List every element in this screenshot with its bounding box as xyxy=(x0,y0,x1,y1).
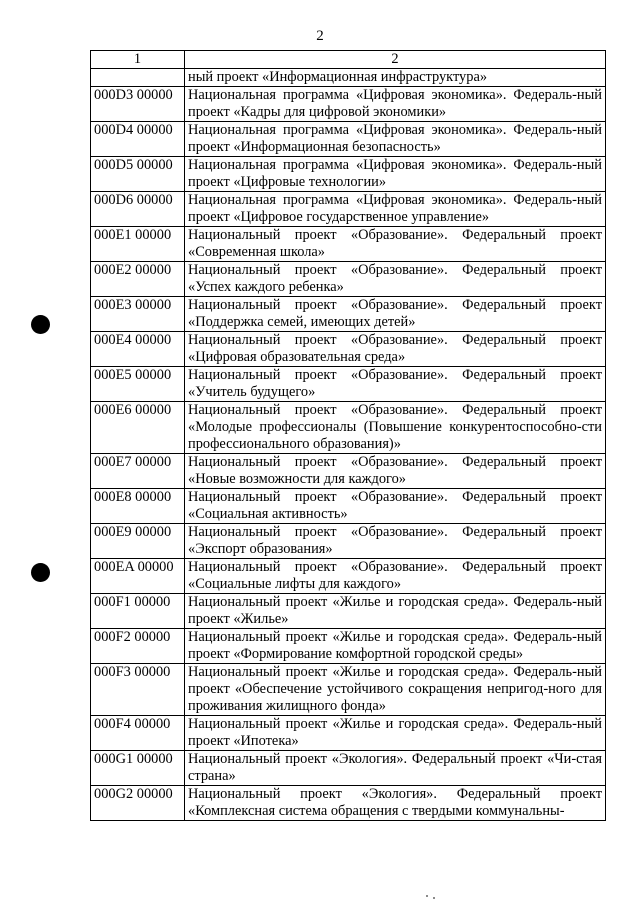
row-description: Национальный проект «Образование». Федеральный проект «Экспорт образования» xyxy=(185,524,606,559)
row-code: 000E1 00000 xyxy=(91,227,185,262)
table-row xyxy=(91,69,606,87)
table-row xyxy=(91,227,606,262)
row-code: 000EA 00000 xyxy=(91,559,185,594)
table-row xyxy=(91,402,606,454)
row-code: 000D3 00000 xyxy=(91,87,185,122)
table-row xyxy=(91,157,606,192)
row-code: 000E5 00000 xyxy=(91,367,185,402)
row-description: Национальный проект «Образование». Федеральный проект «Социальные лифты для каждого» xyxy=(185,559,606,594)
row-description: Национальный проект «Жилье и городская среда». Федераль-ный проект «Жилье» xyxy=(185,594,606,629)
row-description: Национальный проект «Образование». Федеральный проект «Учитель будущего» xyxy=(185,367,606,402)
row-description: Национальная программа «Цифровая экономика». Федераль-ный проект «Кадры для цифровой экономики» xyxy=(185,87,606,122)
row-code: 000E3 00000 xyxy=(91,297,185,332)
row-code: 000D6 00000 xyxy=(91,192,185,227)
row-description: Национальная программа «Цифровая экономика». Федераль-ный проект «Цифровые технологии» xyxy=(185,157,606,192)
row-description: Национальный проект «Образование». Федеральный проект «Современная школа» xyxy=(185,227,606,262)
row-description: Национальный проект «Жилье и городская среда». Федераль-ный проект «Формирование комфортной городской среды» xyxy=(185,629,606,664)
table-row xyxy=(91,454,606,489)
row-description: Национальный проект «Образование». Федеральный проект «Успех каждого ребенка» xyxy=(185,262,606,297)
row-code: 000F2 00000 xyxy=(91,629,185,664)
row-code: 000E8 00000 xyxy=(91,489,185,524)
row-description: Национальный проект «Экология». Федеральный проект «Комплексная система обращения с твердыми коммунальны- xyxy=(185,786,606,821)
column-header-1: 1 xyxy=(91,51,185,69)
row-description: Национальный проект «Экология». Федеральный проект «Чи-стая страна» xyxy=(185,751,606,786)
table-row xyxy=(91,332,606,367)
row-description: Национальный проект «Жилье и городская среда». Федераль-ный проект «Ипотека» xyxy=(185,716,606,751)
punch-hole-mark-upper xyxy=(31,315,50,334)
row-code: 000E2 00000 xyxy=(91,262,185,297)
table-row xyxy=(91,297,606,332)
table-row xyxy=(91,262,606,297)
row-code: 000F1 00000 xyxy=(91,594,185,629)
row-code: 000D5 00000 xyxy=(91,157,185,192)
row-description: Национальная программа «Цифровая экономика». Федераль-ный проект «Информационная безопасность» xyxy=(185,122,606,157)
row-code: 000G1 00000 xyxy=(91,751,185,786)
table-row xyxy=(91,122,606,157)
row-description: Национальный проект «Образование». Федеральный проект «Поддержка семей, имеющих детей» xyxy=(185,297,606,332)
row-description: Национальный проект «Образование». Федеральный проект «Новые возможности для каждого» xyxy=(185,454,606,489)
table-row xyxy=(91,594,606,629)
table-row xyxy=(91,786,606,821)
row-description: Национальный проект «Образование». Федеральный проект «Молодые профессионалы (Повышение конкурентоспособно-сти профессионального образования)» xyxy=(185,402,606,454)
row-code: 000G2 00000 xyxy=(91,786,185,821)
scan-speck xyxy=(426,895,428,897)
row-description: ный проект «Информационная инфраструктура» xyxy=(185,69,606,87)
row-code: 000E7 00000 xyxy=(91,454,185,489)
budget-code-table xyxy=(90,50,606,821)
row-code: 000F3 00000 xyxy=(91,664,185,716)
table-row xyxy=(91,192,606,227)
table-row xyxy=(91,489,606,524)
scan-speck xyxy=(433,897,435,899)
row-code: 000E4 00000 xyxy=(91,332,185,367)
row-code: 000F4 00000 xyxy=(91,716,185,751)
row-code xyxy=(91,69,185,87)
table-header-row xyxy=(91,51,606,69)
table-row xyxy=(91,524,606,559)
row-description: Национальная программа «Цифровая экономика». Федераль-ный проект «Цифровое государственное управление» xyxy=(185,192,606,227)
row-description: Национальный проект «Образование». Федеральный проект «Цифровая образовательная среда» xyxy=(185,332,606,367)
row-description: Национальный проект «Жилье и городская среда». Федераль-ный проект «Обеспечение устойчивого сокращения непригод-ного для проживания жилищного фонда» xyxy=(185,664,606,716)
row-code: 000E9 00000 xyxy=(91,524,185,559)
punch-hole-mark-lower xyxy=(31,563,50,582)
table-row xyxy=(91,367,606,402)
table-row xyxy=(91,559,606,594)
row-code: 000E6 00000 xyxy=(91,402,185,454)
table-body xyxy=(91,69,606,821)
table-row xyxy=(91,87,606,122)
row-code: 000D4 00000 xyxy=(91,122,185,157)
table-row xyxy=(91,751,606,786)
table-row xyxy=(91,716,606,751)
table-row xyxy=(91,629,606,664)
column-header-2: 2 xyxy=(185,51,606,69)
row-description: Национальный проект «Образование». Федеральный проект «Социальная активность» xyxy=(185,489,606,524)
table-row xyxy=(91,664,606,716)
page-number: 2 xyxy=(316,28,324,44)
